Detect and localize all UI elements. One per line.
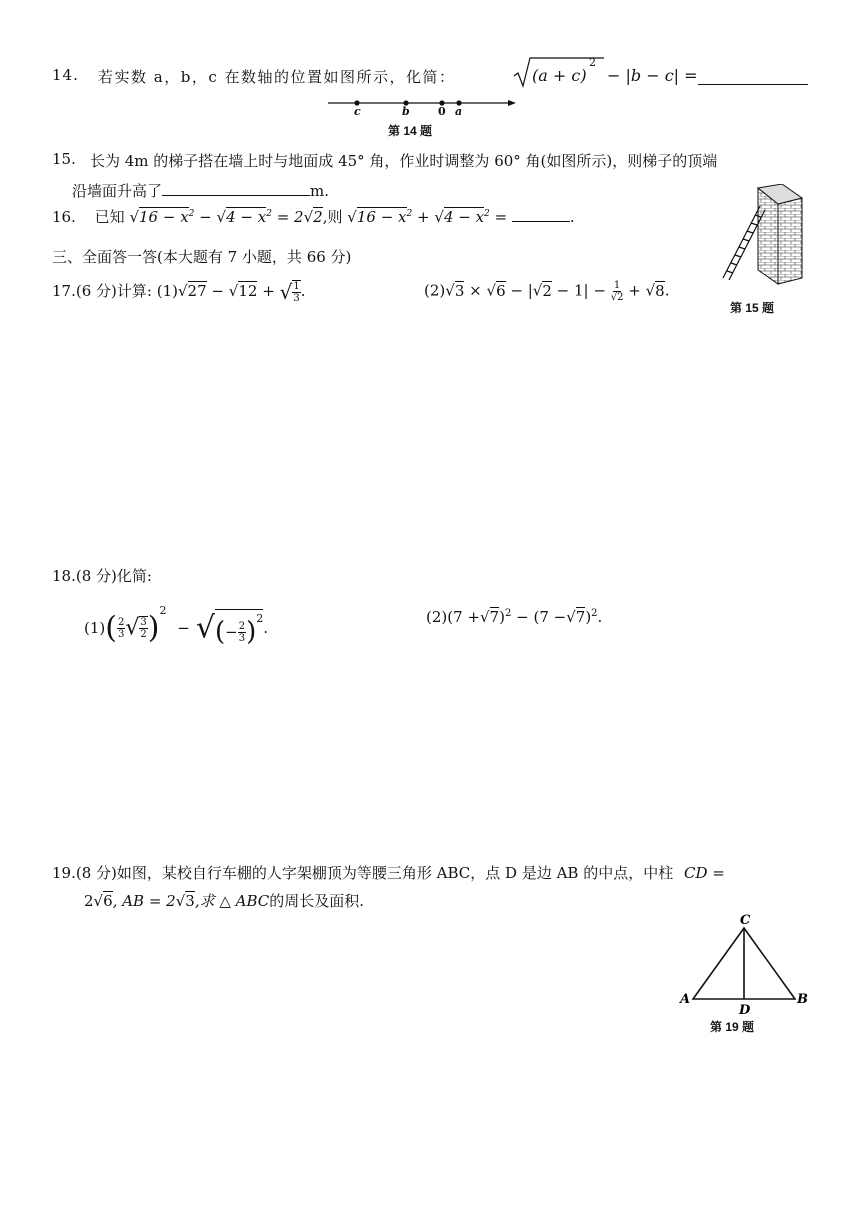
q14-answer-blank[interactable] [698, 70, 808, 85]
q19-text: (8 分)如图，某校自行车棚的人字架棚顶为等腰三角形 ABC，点 D 是边 AB 的中点，中柱 [75, 864, 674, 882]
q17-head: (6 分)计算: [75, 282, 152, 300]
q19-number: 19. [52, 864, 76, 882]
q18-p2-minus: − [516, 608, 529, 626]
q18-p1-label: (1) [84, 619, 106, 637]
q18-p2-end: . [597, 608, 603, 626]
section-3-heading: 三、全面答一答(本大题有 7 小题，共 66 分) [52, 248, 352, 266]
q19-sqrt3: √3 [175, 892, 195, 910]
q17-part1 [52, 280, 305, 304]
q17-p1-label: (1) [156, 282, 178, 300]
q17-p1-minus: − [211, 282, 224, 300]
q17-p1-sqrt27: √27 [177, 282, 207, 300]
wall-side [778, 198, 802, 284]
q18-p1-sqrt-body: (− $\frac{2}{3}$ )$^2$ [215, 609, 263, 647]
q18-p1-end: . [263, 619, 268, 637]
q17-p1-end: . [300, 282, 306, 300]
q17-p2-end: . [664, 281, 670, 300]
q15-line2 [72, 180, 329, 201]
q16-period: . [569, 208, 575, 226]
q19-ask: 的周长及面积. [269, 892, 365, 910]
q16-end-eq: = [494, 208, 508, 226]
q15-ladder-figure [720, 184, 808, 290]
q19-line2 [84, 890, 364, 911]
axis-label-zero: 0 [438, 105, 446, 118]
q17-p2-frac: $\frac{1}{√2}$ [610, 280, 624, 303]
q16-eq: = 2 [276, 208, 304, 226]
wall-front [758, 188, 778, 284]
q16-sqrt-2: $√4 - x^2$ [216, 208, 272, 226]
q18-p2-label: (2) [426, 608, 448, 626]
q18-head: (8 分)化简: [75, 567, 152, 585]
q19-caption: 第 19 题 [710, 1020, 755, 1034]
q14-caption: 第 14 题 [388, 124, 433, 138]
q16-sqrt-5: $√4 - x^2$ [434, 208, 490, 226]
q18-part1: (1)( $\frac{2}{3}$ √ $\frac{3}{2}$ )$^2$ − √(− $\frac{2}{3}$ )$^2$. [84, 604, 268, 647]
q18-p2-paren-b: (7 − [533, 608, 567, 626]
q16-minus: − [199, 208, 212, 226]
q17-p2-sqrt3: √3 [445, 281, 465, 300]
q18-p1-minus: − [177, 619, 190, 637]
q18-p1-frac2: $\frac{3}{2}$ [140, 617, 147, 640]
q17-p2-sqrt8: √8 [645, 281, 665, 300]
q17-part2 [424, 280, 670, 303]
label-d: D [739, 1003, 751, 1018]
q15-line2-post: m. [310, 182, 330, 200]
q18-p2-sqrt7a: √7 [479, 608, 500, 626]
q14-expr-tail: − |b − c| = [607, 66, 698, 85]
q19-coef1: 2 [84, 892, 94, 910]
q19-triangle: ,求 △ ABC [194, 892, 270, 910]
axis-label-a: a [455, 105, 463, 118]
q18-p2-square-a: 2 [504, 608, 512, 619]
q14-text: 若实数 a，b，c 在数轴的位置如图所示，化简： [98, 68, 456, 86]
q18-p2-paren-a: (7 + [447, 608, 480, 626]
label-b: B [797, 992, 808, 1007]
q14-square: 2 [589, 56, 596, 69]
q19-ab: , AB = 2 [112, 892, 176, 910]
q19-sqrt6: √6 [93, 892, 113, 910]
q16-line [52, 206, 575, 227]
q18-heading [52, 565, 152, 586]
q15-caption: 第 15 题 [730, 301, 775, 315]
q17-p2-abs-close: − 1| − [556, 281, 606, 300]
q17-p1-plus: + [262, 282, 275, 300]
q17-p1-frac: $\frac{1}{3}$ [293, 281, 300, 304]
q17-p2-times: × [469, 281, 482, 300]
q18-part2: $(2)(7 +√7)^2 - (7 -√7)^2$. [426, 608, 603, 626]
q14-sqrt-inner: (a + c) [532, 66, 587, 85]
q18-p2-square-b: 2 [591, 608, 598, 619]
q16-then: ,则 [322, 208, 343, 226]
q17-p2-abs-open: − | [510, 281, 533, 300]
q18-number: 18. [52, 567, 76, 585]
q17-p2-sqrt2: √2 [532, 281, 552, 300]
q16-sqrt-3: √2 [303, 208, 323, 226]
q19-line1 [52, 862, 725, 883]
q17-p2-label: (2) [424, 281, 446, 300]
q15-answer-blank[interactable] [162, 181, 310, 196]
q19-cd: CD = [684, 864, 725, 882]
label-a: A [680, 992, 691, 1007]
q17-p2-plus: + [628, 281, 641, 300]
axis-label-b: b [402, 105, 410, 118]
q14-number: 14. [52, 66, 79, 84]
axis-label-c: c [354, 105, 361, 118]
q16-sqrt-4: $√16 - x^2$ [347, 208, 413, 226]
q18-p1-frac1: $\frac{2}{3}$ [117, 616, 125, 640]
q18-p2-sqrt7b: √7 [566, 608, 586, 626]
q17-number: 17. [52, 282, 76, 300]
q16-plus: + [417, 208, 430, 226]
label-c: C [740, 913, 751, 928]
q18-p1-square: 2 [159, 604, 167, 617]
q19-triangle-figure [678, 910, 810, 1018]
q17-p2-sqrt6: √6 [486, 281, 506, 300]
q15-line1: 长为 4m 的梯子搭在墙上时与地面成 45° 角，作业时调整为 60° 角(如图所示)，则梯子的顶端 [90, 152, 718, 170]
q15-number: 15. [52, 150, 76, 168]
q16-sqrt-1: $√16 - x^2$ [129, 208, 195, 226]
q15-line2-pre: 沿墙面升高了 [72, 182, 163, 200]
q16-number: 16. [52, 208, 76, 226]
q16-answer-blank[interactable] [512, 207, 570, 222]
q17-p1-radical: √ [279, 280, 293, 304]
q16-pre: 已知 [94, 208, 125, 226]
q17-p1-sqrt12: √12 [228, 282, 258, 300]
